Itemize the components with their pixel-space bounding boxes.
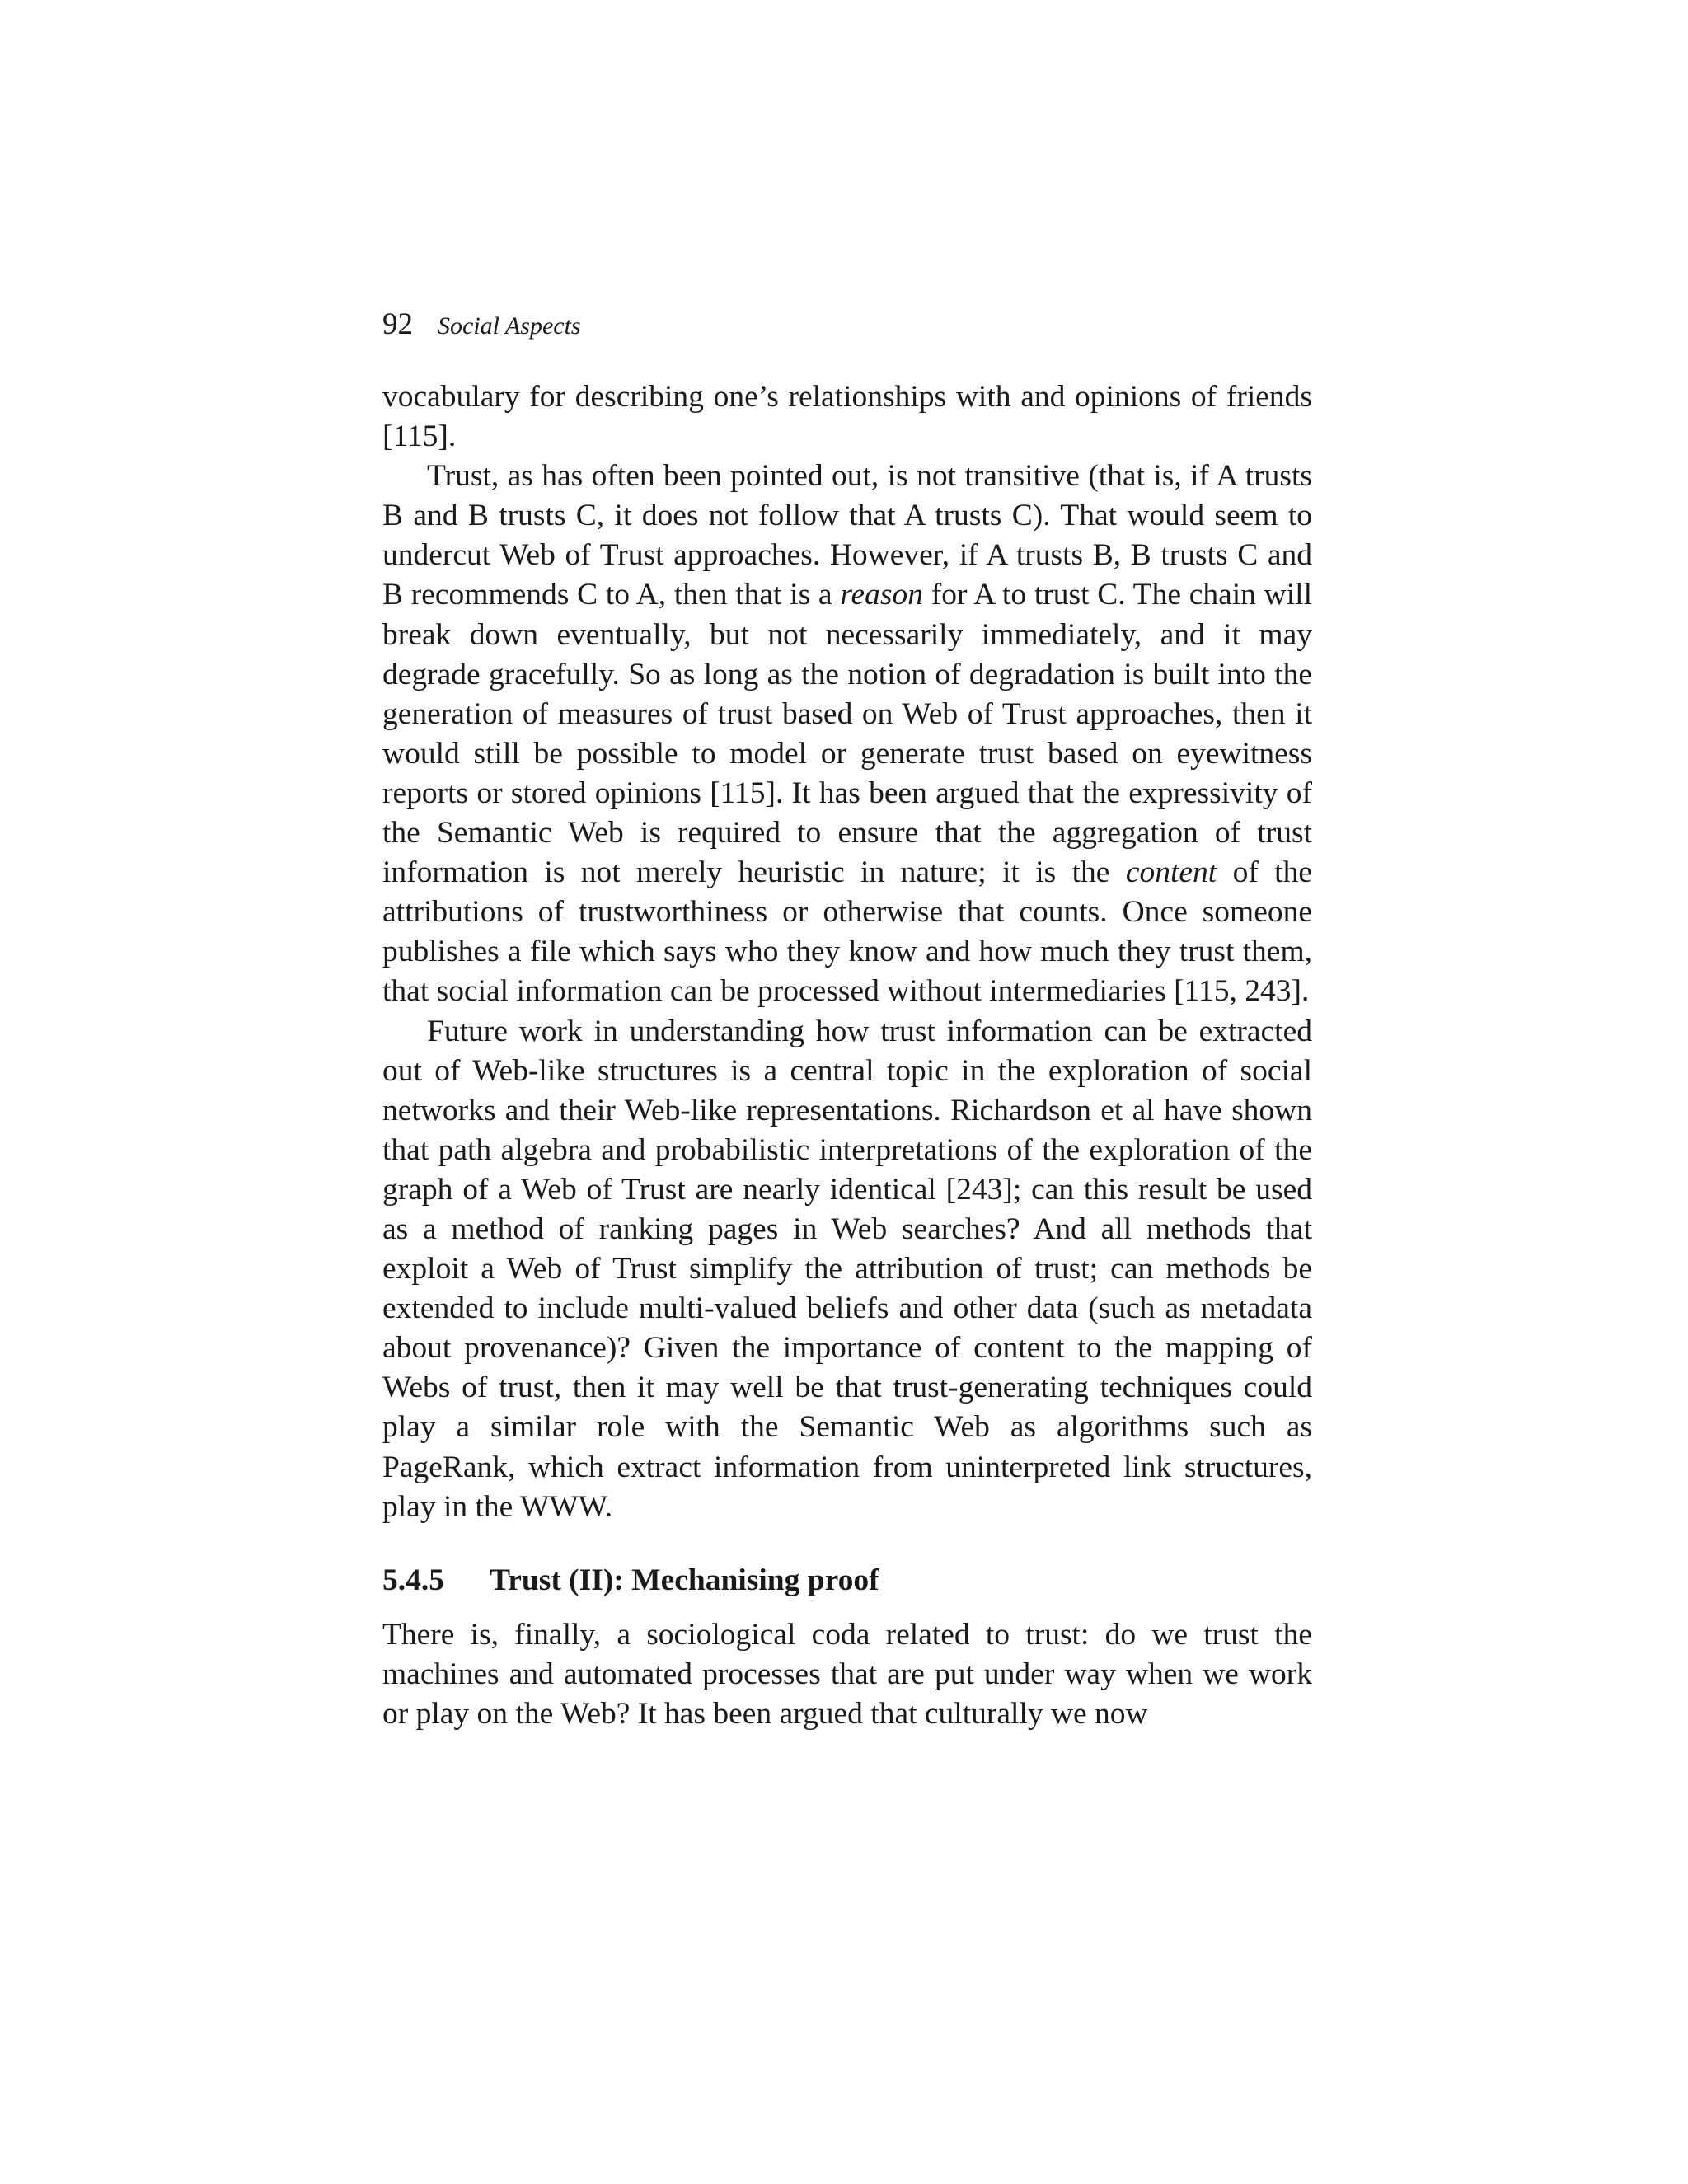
emphasis-content: content xyxy=(1125,855,1217,890)
emphasis-reason: reason xyxy=(840,578,924,612)
running-title: Social Aspects xyxy=(438,312,581,340)
paragraph-sociological-coda: There is, finally, a sociological coda related to trust: do we trust the machines and automated processes that are put under way when we work or play on the Web? It has been argued that culturally we now xyxy=(382,1617,1312,1731)
body-text xyxy=(382,377,1312,1734)
section-number: 5.4.5 xyxy=(382,1563,444,1597)
paragraph-continuation: vocabulary for describing one’s relationships with and opinions of friends [115]. xyxy=(382,380,1312,454)
paragraph-text: for A to trust C. The chain will break down eventually, but not necessarily immediately, and it may degrade gracefully. So as long as the notion of degradation is built into the generation of measures of trust based on Web of Trust approaches, then it would still be possible to model or generate trust based on eyewitness reports or stored opinions [115]. It has been argued that the expressivity of the Semantic Web is required to ensure that the aggregation of trust information is not merely heuristic in nature; it is the xyxy=(382,578,1313,890)
page-number: 92 xyxy=(382,307,413,341)
paragraph-future-work: Future work in understanding how trust information can be extracted out of Web-like structures is a central topic in the exploration of social networks and their Web-like representations. Richardson et al have shown that path algebra and probabilistic interpretations of the exploration of the graph of a Web of Trust are nearly identical [243]; can this result be used as a method of ranking pages in Web searches? And all methods that exploit a Web of Trust simplify the attribution of trust; can methods be extended to include multi-valued beliefs and other data (such as metadata about provenance)? Given the importance of content to the mapping of Webs of trust, then it may well be that trust-generating techniques could play a similar role with the Semantic Web as algorithms such as PageRank, which extract information from uninterpreted link structures, play in the WWW. xyxy=(382,1014,1312,1524)
section-title: Trust (II): Mechanising proof xyxy=(490,1563,879,1597)
paragraph-trust-transitivity xyxy=(382,457,1312,1011)
paragraph-text: Trust, as has often been pointed out, is not transitive (that is, if A trusts B and B trusts C, it does not follow that A trusts C). That would seem to undercut Web of Trust approaches. However, if A trusts B, B trusts C and B recommends C to A, then that is a xyxy=(382,459,1312,612)
paragraph-text: of the attributions of trustworthiness or otherwise that counts. Once someone publishes a file which says who they know and how much they trust them, that social information can be processed without intermediaries [115, 243]. xyxy=(382,855,1312,1009)
running-head xyxy=(382,307,1312,356)
section-heading xyxy=(382,1561,1312,1601)
